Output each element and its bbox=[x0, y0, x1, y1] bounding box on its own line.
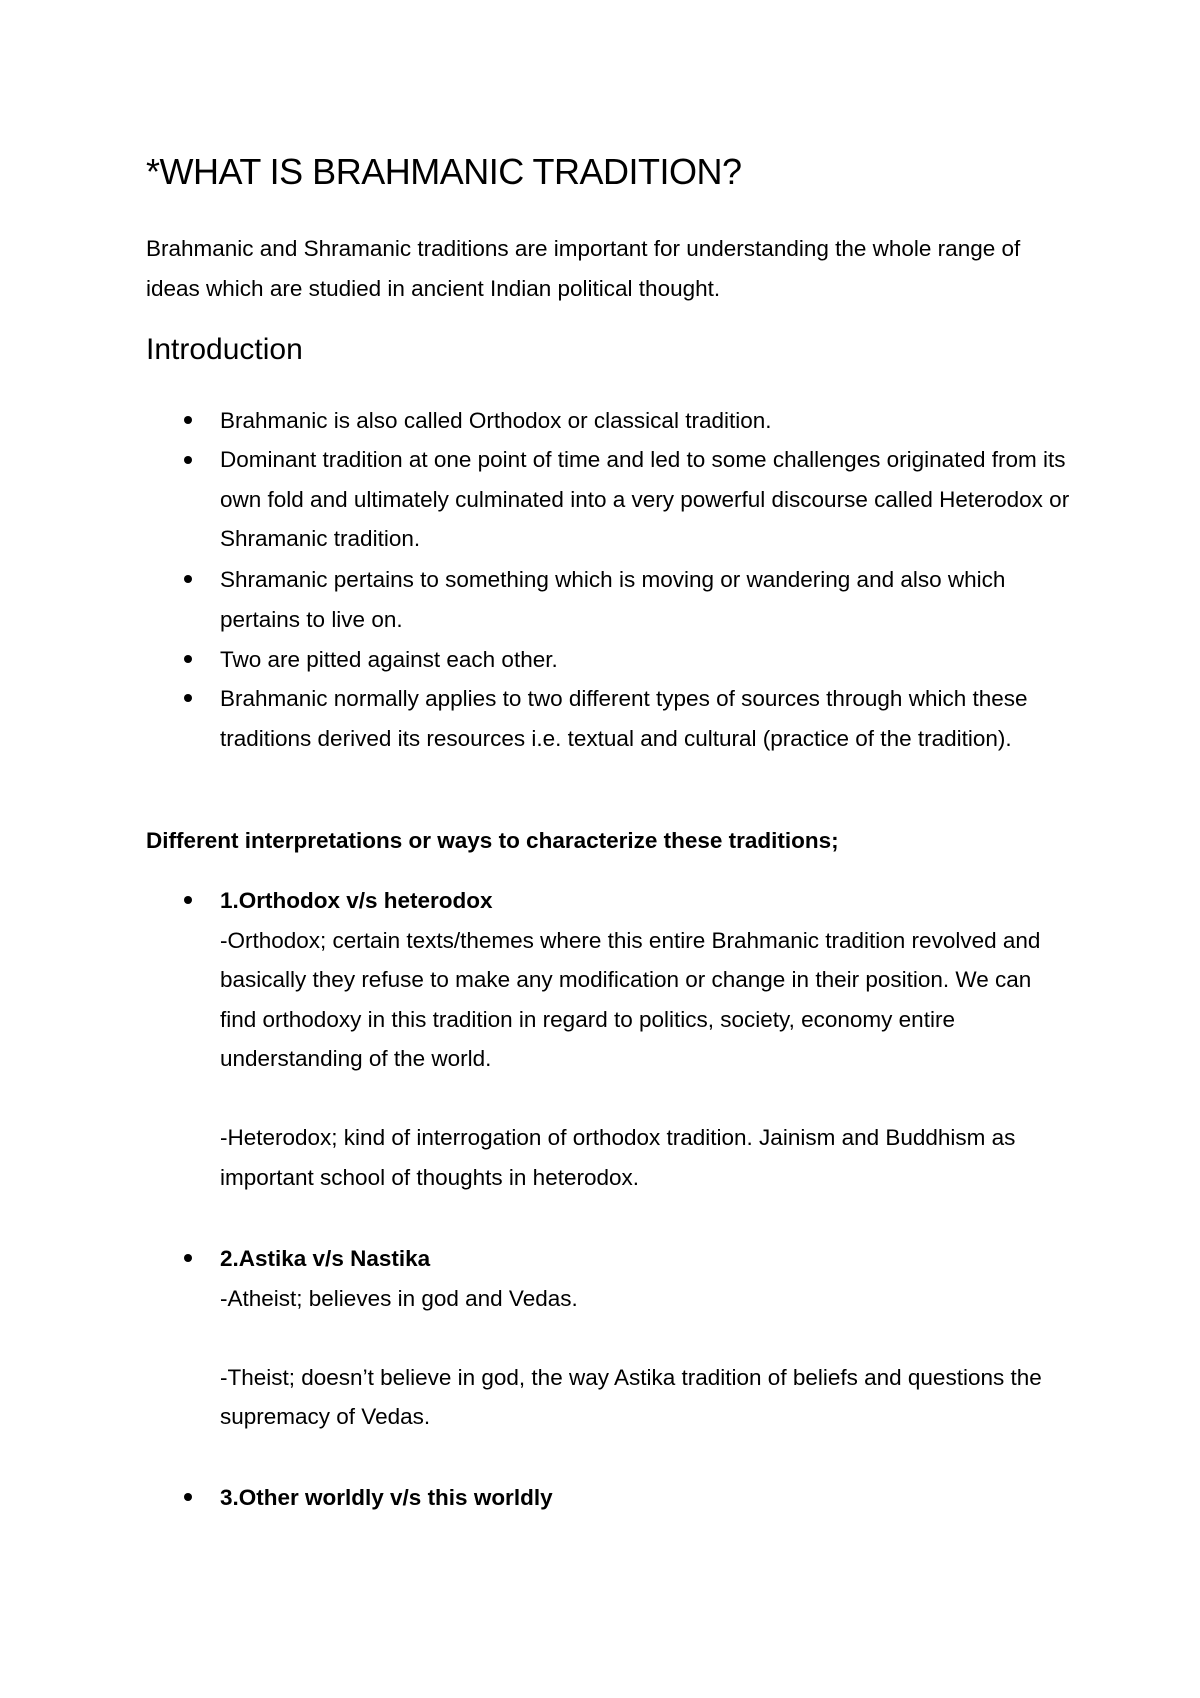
interpretation-heading: 1.Orthodox v/s heterodox bbox=[220, 888, 493, 913]
bullet-text: Shramanic pertains to something which is moving or wandering and also which pertains to live on. bbox=[220, 567, 1006, 632]
interpretation-paragraph: -Theist; doesn’t believe in god, the way Astika tradition of beliefs and questions the supremacy of Vedas. bbox=[220, 1364, 1042, 1429]
bullet-text: Dominant tradition at one point of time and led to some challenges originated from its own fold and ultimately culminated into a very powerful discourse called Heterodox or Shramanic tradition. bbox=[220, 447, 1070, 551]
bullet-icon bbox=[184, 694, 192, 702]
interpretation-heading: 2.Astika v/s Nastika bbox=[220, 1246, 431, 1271]
bullet-text: Brahmanic is also called Orthodox or classical tradition. bbox=[220, 408, 772, 433]
bullet-icon bbox=[184, 456, 192, 464]
interpretation-heading: 3.Other worldly v/s this worldly bbox=[220, 1485, 553, 1510]
bullet-icon bbox=[184, 896, 192, 904]
paragraph-gap bbox=[220, 1318, 1070, 1358]
bullet-icon bbox=[184, 416, 192, 424]
introduction-heading: Introduction bbox=[146, 333, 303, 366]
intro-paragraph: Brahmanic and Shramanic traditions are important for understanding the whole range of ideas which are studied in ancient Indian political thought. bbox=[146, 236, 1021, 301]
interpretation-paragraph: -Orthodox; certain texts/themes where this entire Brahmanic tradition revolved and basically they refuse to make any modification or change in their position. We can find orthodoxy in this tradition in regard to politics, society, economy entire understanding of the world. bbox=[220, 927, 1041, 1071]
bullet-icon bbox=[184, 655, 192, 663]
interpretation-body bbox=[220, 1478, 1070, 1518]
interpretation-paragraph: -Atheist; believes in god and Vedas. bbox=[220, 1285, 578, 1311]
interpretation-paragraph: -Heterodox; kind of interrogation of orthodox tradition. Jainism and Buddhism as important school of thoughts in heterodox. bbox=[220, 1125, 1016, 1190]
interpretation-body bbox=[220, 881, 1070, 1197]
bullet-icon bbox=[184, 575, 192, 583]
bullet-icon bbox=[184, 1254, 192, 1262]
paragraph-gap bbox=[220, 1079, 1070, 1119]
interpretation-body bbox=[220, 1239, 1070, 1437]
bullet-text: Two are pitted against each other. bbox=[220, 647, 558, 672]
bullet-icon bbox=[184, 1493, 192, 1501]
interpretations-heading: Different interpretations or ways to characterize these traditions; bbox=[146, 828, 839, 853]
bullet-text: Brahmanic normally applies to two different types of sources through which these traditions derived its resources i.e. textual and cultural (practice of the tradition). bbox=[220, 686, 1028, 751]
page-title: *WHAT IS BRAHMANIC TRADITION? bbox=[146, 151, 742, 192]
